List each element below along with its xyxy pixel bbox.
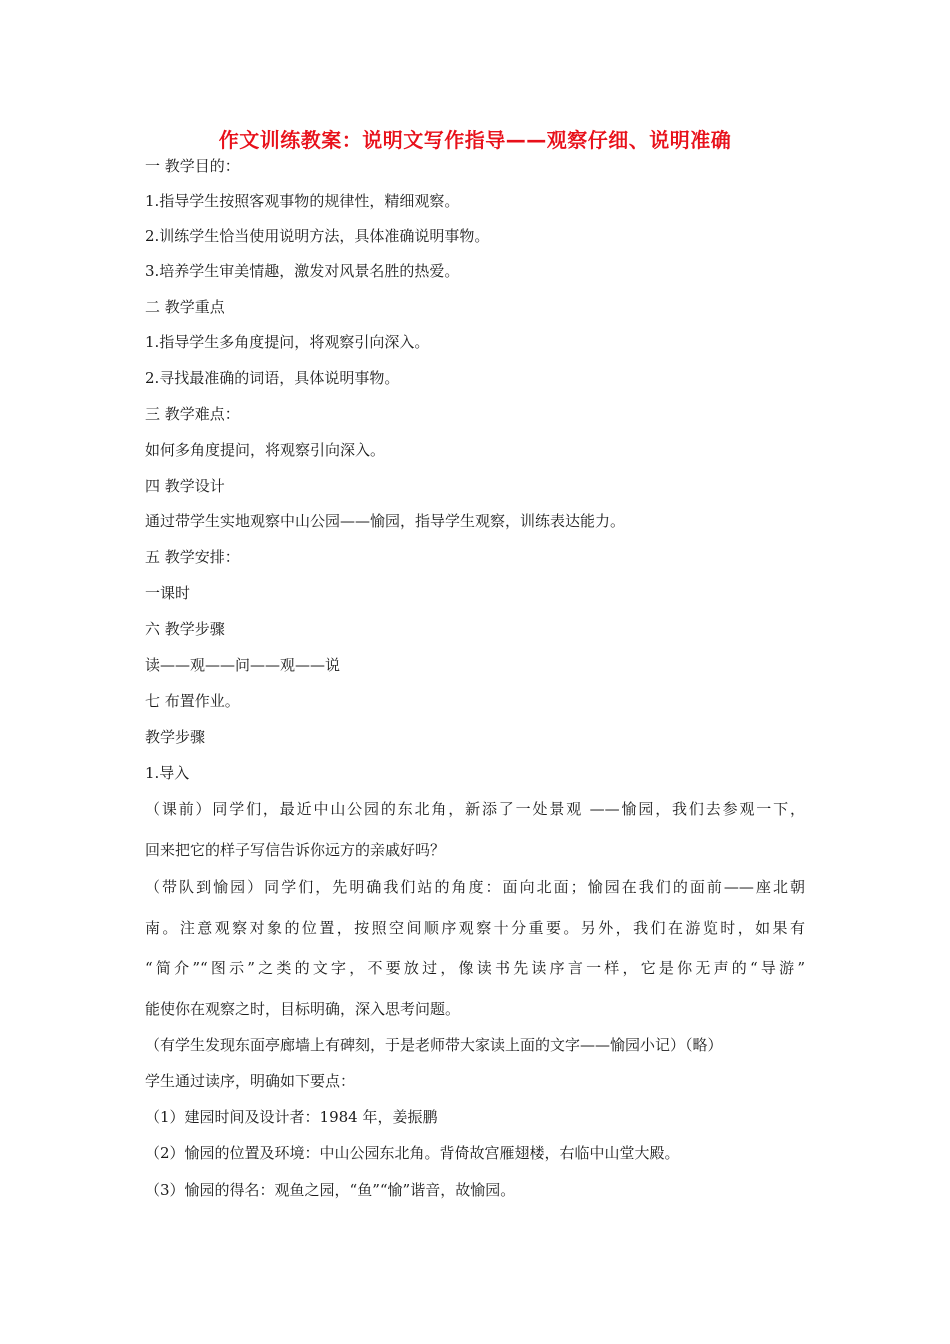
difficulty-text: 如何多角度提问，将观察引向深入。 xyxy=(145,441,386,459)
heading-steps: 六 教学步骤 xyxy=(145,620,225,638)
teaching-steps-label: 教学步骤 xyxy=(145,728,206,746)
objective-3: 3.培养学生审美情趣，激发对风景名胜的热爱。 xyxy=(145,262,460,280)
list-item: （1）建园时间及设计者：1984 年，姜振鹏 xyxy=(145,1108,438,1126)
heading-objectives: 一 教学目的： xyxy=(145,157,240,175)
heading-arrangement: 五 教学安排： xyxy=(145,548,240,566)
step-intro-heading: 1.导入 xyxy=(145,764,190,782)
paragraph-line: （有学生发现东面亭廊墙上有碑刻，于是老师带大家读上面的文字——愉园小记）（略） xyxy=(145,1036,723,1054)
arrangement-text: 一课时 xyxy=(145,584,191,602)
heading-difficulty: 三 教学难点： xyxy=(145,405,240,423)
objective-1: 1.指导学生按照客观事物的规律性，精细观察。 xyxy=(145,192,460,210)
list-item: （3）愉园的得名：观鱼之园，“鱼”“愉”谐音，故愉园。 xyxy=(145,1181,516,1199)
paragraph-line: （带队到愉园）同学们，先明确我们站的角度：面向北面；愉园在我们的面前——座北朝 xyxy=(145,878,805,896)
paragraph-line: “简介”“图示”之类的文字，不要放过，像读书先读序言一样，它是你无声的“导游” xyxy=(145,959,805,977)
paragraph-line: （课前）同学们，最近中山公园的东北角，新添了一处景观 ——愉园，我们去参观一下， xyxy=(145,800,805,818)
key-point-2: 2.寻找最准确的词语，具体说明事物。 xyxy=(145,369,400,387)
paragraph-line: 南。注意观察对象的位置，按照空间顺序观察十分重要。另外，我们在游览时，如果有 xyxy=(145,919,805,937)
paragraph-line: 能使你在观察之时，目标明确，深入思考问题。 xyxy=(145,1000,461,1018)
heading-key-points: 二 教学重点 xyxy=(145,298,225,316)
steps-text: 读——观——问——观——说 xyxy=(145,656,341,674)
heading-homework: 七 布置作业。 xyxy=(145,692,240,710)
list-item: （2）愉园的位置及环境：中山公园东北角。背倚故宫雁翅楼，右临中山堂大殿。 xyxy=(145,1144,680,1162)
objective-2: 2.训练学生恰当使用说明方法，具体准确说明事物。 xyxy=(145,227,490,245)
paragraph-line: 回来把它的样子写信告诉你远方的亲戚好吗？ xyxy=(145,841,446,859)
design-text: 通过带学生实地观察中山公园——愉园，指导学生观察，训练表达能力。 xyxy=(145,512,626,530)
document-title: 作文训练教案：说明文写作指导——观察仔细、说明准确 xyxy=(218,128,732,152)
key-point-1: 1.指导学生多角度提问，将观察引向深入。 xyxy=(145,333,430,351)
heading-design: 四 教学设计 xyxy=(145,477,225,495)
paragraph-line: 学生通过读序，明确如下要点： xyxy=(145,1072,356,1090)
